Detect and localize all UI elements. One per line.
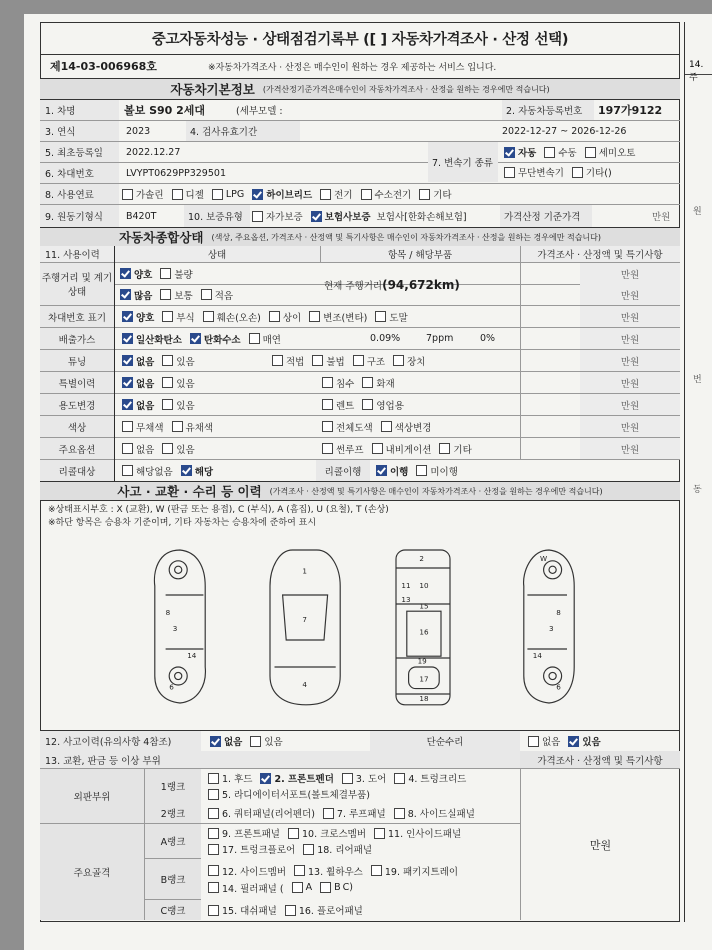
checkbox[interactable]	[160, 289, 171, 300]
form-title: 중고자동차성능 · 상태점검기록부 ([ ] 자동차가격조사 · 산정 선택)	[151, 31, 569, 48]
option-label: 매연	[262, 334, 281, 346]
row-label: 단순수리	[370, 731, 520, 751]
emission-smoke: 0%	[480, 333, 496, 344]
option-label: 전기	[334, 190, 353, 201]
section-title: 자동차기본정보	[170, 82, 255, 97]
column-header: 상태	[207, 250, 227, 261]
rank-label: 2랭크	[144, 803, 201, 823]
checkbox[interactable]	[208, 882, 219, 893]
checkbox[interactable]	[208, 773, 219, 784]
motor-value: B420T	[126, 210, 157, 222]
part-number: 14	[187, 651, 197, 660]
option-label: 탄화수소	[203, 334, 241, 346]
part-label: 1. 후드	[222, 774, 253, 785]
option-label: 색상변경	[394, 422, 432, 434]
field-label: 6. 차대번호	[40, 163, 119, 183]
option-label: 없음	[136, 378, 155, 390]
checkbox[interactable]	[528, 736, 539, 747]
row-tuning	[40, 350, 680, 372]
checkbox[interactable]	[353, 355, 364, 366]
section-subtitle: (색상, 주요옵션, 가격조사 · 산정액 및 특기사항은 매수인이 자동차가격조사 · 산정을 원하는 경우에만 적습니다)	[211, 232, 602, 242]
option-label: 적음	[214, 290, 234, 302]
row-fuel	[40, 184, 680, 205]
checkbox-checked[interactable]	[122, 311, 133, 322]
fuel-options	[116, 184, 454, 204]
row-label: 튜닝	[40, 350, 114, 371]
section-subtitle: (가격조사 · 산정액 및 특기사항은 매수인이 자동차가격조사 · 산정을 원하는 경우에만 적습니다)	[269, 486, 603, 496]
option-label: 썬루프	[336, 444, 364, 456]
option-label: 수동	[558, 148, 577, 159]
warranty-company: 보험사[한화손해보험]	[376, 212, 467, 223]
checkbox[interactable]	[208, 844, 219, 855]
row-special	[40, 372, 680, 394]
row-label: 13. 교환, 판금 등 이상 부위	[40, 751, 525, 768]
checkbox-checked[interactable]	[120, 268, 131, 279]
option-label: 기타()	[585, 168, 612, 179]
row-emission	[40, 328, 680, 350]
checkbox[interactable]	[269, 311, 280, 322]
checkbox[interactable]	[309, 311, 320, 322]
checkbox[interactable]	[362, 377, 373, 388]
first-reg-value: 2022.12.27	[126, 146, 181, 158]
won-unit: 만원	[580, 372, 680, 393]
checkbox[interactable]	[292, 882, 303, 893]
checkbox-checked[interactable]	[252, 189, 263, 200]
option-label: 하이브리드	[266, 190, 313, 201]
warranty-options	[246, 205, 467, 227]
rankA-parts	[202, 824, 463, 858]
row-color	[40, 416, 680, 438]
checkbox[interactable]	[381, 421, 392, 432]
basic-info-header	[40, 78, 680, 100]
option-label: 렌트	[336, 400, 355, 412]
reg-no-value: 197가9122	[598, 104, 663, 117]
part-label: 13. 휠하우스	[308, 866, 363, 878]
part-number: 11	[401, 580, 411, 590]
won-unit: 만원	[580, 350, 680, 371]
rank-label: C랭크	[144, 900, 201, 920]
option-label: 무채색	[136, 422, 164, 434]
checkbox[interactable]	[249, 333, 260, 344]
rank-label: B랭크	[144, 859, 201, 900]
mileage-value: (94,672km)	[382, 278, 460, 292]
car-name-value: 볼보 S90 2세대	[124, 104, 206, 117]
transmission-options	[498, 142, 637, 162]
option-label: 이행	[390, 466, 409, 478]
option-label: 있음	[582, 737, 601, 748]
option-label: 없음	[136, 400, 155, 412]
checkbox[interactable]	[285, 905, 296, 916]
checkbox[interactable]	[416, 465, 427, 476]
part-number: 15	[419, 601, 429, 611]
checkbox[interactable]	[212, 189, 223, 200]
checkbox[interactable]	[294, 865, 305, 876]
field-label: 1. 차명	[40, 100, 119, 120]
checkbox[interactable]	[272, 355, 283, 366]
checkbox[interactable]	[172, 189, 183, 200]
option-label: 양호	[134, 269, 153, 281]
won-unit: 만원	[580, 263, 680, 284]
row-vin	[40, 163, 680, 184]
price-won: 만원	[589, 838, 612, 852]
option-label: 훼손(오손)	[216, 312, 261, 324]
field-label: 5. 최초등록일	[40, 142, 119, 162]
row-label: 차대번호 표기	[40, 306, 114, 327]
rank-label: 1랭크	[144, 769, 201, 804]
checkbox[interactable]	[208, 865, 219, 876]
won-unit: 만원	[580, 394, 680, 415]
option-label: 있음	[176, 356, 195, 368]
emission-co: 0.09%	[370, 333, 401, 344]
part-label: 8. 사이드실패널	[407, 809, 475, 820]
rank2-row	[144, 803, 520, 824]
checkbox[interactable]	[122, 465, 133, 476]
part-label: 15. 대쉬패널	[222, 906, 277, 917]
option-label: 해당없음	[136, 466, 173, 478]
checkbox[interactable]	[394, 773, 405, 784]
row-motor	[40, 205, 680, 227]
option-label: 보통	[174, 290, 193, 302]
checkbox[interactable]	[208, 828, 219, 839]
part-label: 11. 인사이드패널	[388, 829, 462, 840]
document-number: 제14-03-006968호	[50, 60, 157, 73]
category-label: 주요골격	[40, 824, 144, 920]
part-number: 17	[419, 674, 429, 684]
option-label: 있음	[176, 444, 195, 456]
option-label: LPG	[225, 188, 245, 200]
inspection-form	[40, 22, 680, 922]
inspect-period-value: 2022-12-27 ~ 2026-12-26	[502, 125, 627, 137]
next-page-heading: 14. 주	[689, 60, 704, 83]
option-label: 디젤	[185, 190, 204, 201]
option-label: 무단변속기	[518, 168, 564, 179]
checkbox[interactable]	[439, 443, 450, 454]
year-value: 2023	[126, 125, 151, 137]
part-label: 17. 트렁크플로어	[222, 845, 296, 856]
column-header: 가격조사 · 산정액 및 특기사항	[537, 250, 663, 261]
part-number: 7	[302, 615, 307, 624]
part-label: 2. 프론트펜더	[274, 774, 334, 785]
checkbox[interactable]	[162, 443, 173, 454]
option-label: 적법	[286, 356, 305, 368]
checkbox[interactable]	[394, 808, 405, 819]
accident-header	[40, 481, 680, 501]
next-page-mark: 원	[693, 207, 702, 217]
part-number: 8	[165, 607, 171, 617]
option-label: 미이행	[430, 466, 458, 478]
checkbox-checked[interactable]	[120, 289, 131, 300]
checkbox[interactable]	[303, 844, 314, 855]
checkbox-checked[interactable]	[311, 211, 322, 222]
won-unit: 만원	[580, 416, 680, 437]
checkbox[interactable]	[393, 355, 404, 366]
next-page-mark: 동	[693, 485, 702, 495]
field-label: 4. 검사유효기간	[186, 121, 300, 141]
option-label: 상이	[282, 312, 302, 324]
option-label: 유채색	[185, 422, 214, 434]
checkbox-checked[interactable]	[122, 333, 133, 344]
vin-value: LVYPT0629PP329501	[126, 167, 226, 179]
checkbox[interactable]	[342, 773, 353, 784]
checkbox[interactable]	[361, 189, 372, 200]
checkbox[interactable]	[362, 399, 373, 410]
checkbox[interactable]	[372, 443, 383, 454]
part-number: 1	[302, 566, 307, 576]
won-unit: 만원	[580, 284, 680, 305]
option-label: 세미오토	[598, 148, 636, 159]
checkbox[interactable]	[162, 355, 173, 366]
option-label: 많음	[134, 290, 153, 302]
checkbox[interactable]	[252, 211, 263, 222]
option-label: 없음	[224, 737, 243, 748]
column-header: 가격조사 · 산정액 및 특기사항	[520, 751, 680, 768]
option-label: 없음	[136, 356, 155, 368]
part-number: 19	[417, 656, 427, 666]
checkbox-checked[interactable]	[181, 465, 192, 476]
checkbox[interactable]	[122, 189, 133, 200]
checkbox[interactable]	[544, 147, 555, 158]
part-label: 9. 프론트패널	[222, 829, 280, 840]
checkbox[interactable]	[322, 421, 333, 432]
option-label: 영업용	[376, 400, 404, 412]
checkbox-checked[interactable]	[504, 147, 515, 158]
row-car-name	[40, 100, 680, 121]
part-number: 6	[169, 682, 174, 692]
row-label: 배출가스	[40, 328, 114, 349]
vehicle-note: ※하단 항목은 승용차 기준이며, 기타 자동차는 승용차에 준하여 표시	[48, 518, 317, 528]
option-label: 변조(변타)	[323, 312, 368, 324]
rank-label: A랭크	[144, 824, 201, 859]
part-number: 6	[556, 682, 561, 692]
option-label: 있음	[176, 378, 195, 390]
option-label: 자동	[518, 148, 537, 159]
row-usage	[40, 394, 680, 416]
option-label: 보험사보증	[324, 212, 371, 223]
option-label: 수소전기	[374, 190, 412, 201]
checkbox[interactable]	[162, 377, 173, 388]
option-label: 구조	[366, 356, 386, 368]
vehicle-diagram	[40, 532, 680, 712]
part-number: 13	[401, 595, 411, 605]
option-label: 침수	[336, 378, 355, 390]
field-label: 9. 원동기형식	[40, 205, 119, 227]
checkbox[interactable]	[288, 828, 299, 839]
column-header: 11. 사용이력	[45, 250, 100, 261]
row-vin-mark	[40, 306, 680, 328]
column-header: 항목 / 해당부품	[387, 250, 453, 261]
option-label: 전체도색	[336, 422, 373, 434]
checkbox[interactable]	[208, 905, 219, 916]
checkbox[interactable]	[374, 828, 385, 839]
won-unit: 만원	[652, 212, 671, 223]
part-label: B	[334, 882, 341, 893]
symbol-legend: ※상태표시부호 : X (교환), W (판금 또는 용접), C (부식), A (흠집), U (요철), T (손상)	[48, 505, 389, 515]
checkbox[interactable]	[323, 808, 334, 819]
mileage-label: 주행거리 및 계기상태	[40, 263, 114, 306]
won-unit: 만원	[580, 438, 680, 459]
option-label: 장치	[407, 356, 426, 368]
option-label: 내비게이션	[385, 444, 432, 456]
checkbox[interactable]	[162, 399, 173, 410]
checkbox[interactable]	[312, 355, 323, 366]
section-subtitle: (가격산정기준가격은매수인이 자동차가격조사 · 산정을 원하는 경우에만 적습니다)	[262, 84, 550, 94]
part-label: 7. 루프패널	[336, 809, 386, 820]
won-unit: 만원	[580, 306, 680, 327]
checkbox[interactable]	[250, 736, 261, 747]
checkbox[interactable]	[419, 189, 430, 200]
section-title: 자동차종합상태	[118, 230, 204, 245]
checkbox[interactable]	[201, 289, 212, 300]
part-label: 6. 쿼터패널(리어펜더)	[222, 809, 315, 820]
won-unit: 만원	[580, 328, 680, 349]
row-label: 특별이력	[40, 372, 114, 393]
service-notice: ※자동차가격조사 · 산정은 매수인이 원하는 경우 제공하는 서비스 입니다.	[208, 63, 497, 73]
field-label: 가격산정 기준가격	[500, 205, 592, 227]
mileage-state	[114, 263, 195, 284]
checkbox[interactable]	[160, 268, 171, 279]
part-label: C)	[342, 882, 353, 893]
checkbox[interactable]	[122, 421, 133, 432]
option-label: 양호	[136, 312, 155, 324]
part-number: W	[540, 553, 548, 563]
checkbox-checked[interactable]	[568, 736, 579, 747]
option-label: 부식	[176, 312, 195, 324]
part-label: 4. 트렁크리드	[408, 774, 467, 785]
row-year	[40, 121, 680, 142]
part-number: 8	[556, 607, 561, 617]
checkbox-checked[interactable]	[122, 355, 133, 366]
next-page-mark: 번	[693, 375, 702, 385]
checkbox-checked[interactable]	[122, 377, 133, 388]
option-label: 일산화탄소	[136, 334, 182, 346]
part-number: 3	[172, 624, 178, 633]
checkbox-checked[interactable]	[190, 333, 201, 344]
row-exchange-header	[40, 751, 680, 769]
field-label: 10. 보증유형	[184, 205, 250, 227]
checkbox[interactable]	[172, 421, 183, 432]
category-label: 외판부위	[40, 769, 144, 824]
row-recall	[40, 460, 680, 481]
part-label: 14. 필러패널 (	[222, 883, 284, 895]
mileage-reading	[324, 275, 460, 295]
row-label: 주요옵션	[40, 438, 114, 459]
option-label: 화재	[376, 378, 395, 390]
checkbox[interactable]	[162, 311, 173, 322]
checkbox[interactable]	[375, 311, 386, 322]
next-page-strip	[684, 22, 712, 922]
row-accident	[40, 730, 680, 752]
row-label: 12. 사고이력(유의사항 4참조)	[40, 731, 201, 751]
option-label: 해당	[194, 466, 214, 478]
emission-hc: 7ppm	[426, 333, 454, 344]
part-number: 16	[419, 627, 429, 637]
part-label: 19. 패키지트레이	[384, 866, 459, 878]
checkbox-checked[interactable]	[260, 773, 271, 784]
mileage-amount	[114, 284, 235, 305]
option-label: 자가보증	[266, 212, 303, 223]
checkbox-checked[interactable]	[122, 399, 133, 410]
option-label: 없음	[542, 737, 561, 748]
option-label: 있음	[264, 737, 283, 748]
checkbox[interactable]	[208, 789, 219, 800]
part-label: A	[305, 882, 313, 893]
checkbox[interactable]	[208, 808, 219, 819]
part-number: 3	[549, 624, 554, 633]
checkbox[interactable]	[122, 443, 133, 454]
part-number: 14	[532, 651, 542, 660]
option-label: 도말	[389, 312, 408, 324]
row-label: 용도변경	[40, 394, 114, 415]
overall-header	[40, 227, 680, 247]
field-label: 8. 사용연료	[40, 184, 119, 204]
model-note: (세부모델 :	[236, 106, 283, 117]
checkbox[interactable]	[322, 399, 333, 410]
part-number: 2	[419, 553, 424, 563]
field-label: 7. 변속기 종류	[428, 142, 498, 182]
part-label: 5. 라디에이터서포트(볼트체결부품)	[222, 790, 370, 801]
part-label: 18. 리어패널	[317, 845, 373, 856]
checkbox[interactable]	[322, 443, 333, 454]
section-title: 사고 · 교환 · 수리 등 이력	[117, 484, 262, 499]
option-label: 불법	[326, 356, 345, 368]
checkbox-checked[interactable]	[376, 465, 387, 476]
field-label: 3. 연식	[40, 121, 119, 141]
option-label: 기타	[453, 444, 472, 456]
checkbox[interactable]	[585, 147, 596, 158]
option-label: 불량	[174, 269, 193, 281]
part-label: 16. 플로어패널	[298, 906, 363, 917]
part-label: 12. 사이드멤버	[222, 866, 287, 878]
option-label: 있음	[176, 400, 195, 412]
part-label: 10. 크로스멤버	[301, 829, 366, 840]
row-label: 리콜이행	[316, 460, 370, 481]
row-label: 색상	[40, 416, 114, 437]
checkbox[interactable]	[371, 865, 382, 876]
part-label: 3. 도어	[355, 774, 387, 785]
part-number: 4	[302, 679, 307, 689]
mileage-text: 현재 주행거리	[324, 281, 383, 292]
checkbox-checked[interactable]	[210, 736, 221, 747]
row-option	[40, 438, 680, 460]
rank1-parts	[202, 769, 468, 803]
rankB-parts	[202, 859, 460, 899]
row-label: 리콜대상	[40, 460, 114, 481]
option-label: 가솔린	[136, 190, 164, 201]
option-label: 기타	[433, 190, 452, 201]
option-label: 없음	[136, 444, 155, 456]
checkbox[interactable]	[320, 882, 331, 893]
part-number: 18	[419, 694, 429, 704]
rankC-parts	[202, 900, 365, 920]
checkbox[interactable]	[203, 311, 214, 322]
overall-columns	[40, 246, 680, 263]
field-label: 2. 자동차등록번호	[502, 100, 594, 120]
checkbox[interactable]	[320, 189, 331, 200]
checkbox[interactable]	[322, 377, 333, 388]
part-number: 10	[419, 580, 429, 590]
